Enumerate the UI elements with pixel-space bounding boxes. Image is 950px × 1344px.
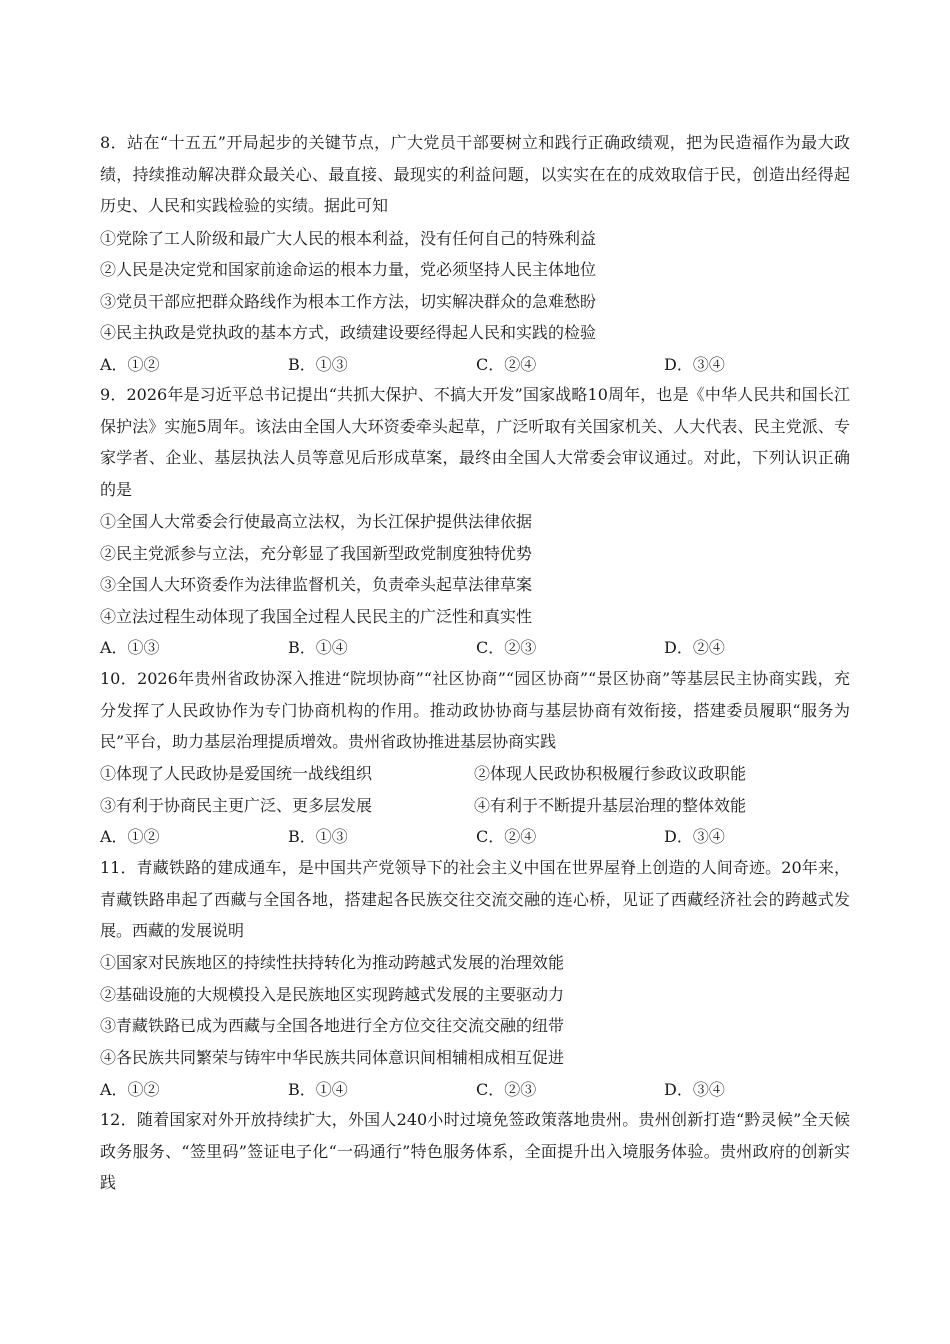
question-11-option-1: ①国家对民族地区的持续性扶持转化为推动跨越式发展的治理效能: [100, 953, 565, 972]
choice-c[interactable]: C．②③: [476, 638, 537, 657]
question-11-stem: 11．青藏铁路的建成通车，是中国共产党领导下的社会主义中国在世界屋脊上创造的人间奇迹。20年来，青藏铁路串起了西藏与全国各地，搭建起各民族交往交流交融的连心桥，见证了西藏经济社会的跨越式发展。西藏的发展说明: [100, 858, 850, 940]
choice-b[interactable]: B．①③: [288, 355, 348, 374]
question-8-option-3: ③党员干部应把群众路线作为根本工作方法，切实解决群众的急难愁盼: [100, 292, 597, 311]
question-11-choices: [100, 1080, 860, 1102]
question-8-choices: [100, 355, 860, 377]
choice-c[interactable]: C．②④: [476, 827, 537, 846]
question-9-option-1: ①全国人大常委会行使最高立法权，为长江保护提供法律依据: [100, 512, 533, 531]
choice-b[interactable]: B．①④: [288, 1080, 348, 1099]
choice-d[interactable]: D．②④: [664, 638, 725, 657]
question-10-option-4: ④有利于不断提升基层治理的整体效能: [474, 796, 747, 815]
choice-a[interactable]: A．①②: [100, 355, 160, 374]
question-9-stem: 9．2026年是习近平总书记提出“共抓大保护、不搞大开发”国家战略10周年，也是《中华人民共和国长江保护法》实施5周年。该法由全国人大环资委牵头起草，广泛听取有关国家机关、人大代表、民主党派、专家学者、企业、基层执法人员等意见后形成草案，最终由全国人大常委会审议通过。对此，下列认识正确的是: [100, 385, 850, 499]
choice-d[interactable]: D．③④: [664, 1080, 725, 1099]
choice-b[interactable]: B．①③: [288, 827, 348, 846]
question-10-choices: [100, 827, 860, 849]
question-9-option-4: ④立法过程生动体现了我国全过程人民民主的广泛性和真实性: [100, 607, 533, 626]
question-8-option-4: ④民主执政是党执政的基本方式，政绩建设要经得起人民和实践的检验: [100, 323, 597, 342]
question-9-choices: [100, 638, 860, 660]
question-11-option-4: ④各民族共同繁荣与铸牢中华民族共同体意识间相辅相成相互促进: [100, 1048, 565, 1067]
question-11-option-2: ②基础设施的大规模投入是民族地区实现跨越式发展的主要驱动力: [100, 985, 565, 1004]
question-10-option-2: ②体现人民政协积极履行参政议政职能: [474, 764, 747, 783]
question-12-stem: 12．随着国家对外开放持续扩大，外国人240小时过境免签政策落地贵州。贵州创新打造“黔灵候”全天候政务服务、“签里码”签证电子化“一码通行”特色服务体系，全面提升出入境服务体验。贵州政府的创新实践: [100, 1110, 850, 1192]
question-8-option-1: ①党除了工人阶级和最广大人民的根本利益，没有任何自己的特殊利益: [100, 229, 597, 248]
choice-a[interactable]: A．①③: [100, 638, 160, 657]
question-10-option-1: ①体现了人民政协是爱国统一战线组织: [100, 764, 373, 783]
choice-b[interactable]: B．①④: [288, 638, 348, 657]
choice-a[interactable]: A．①②: [100, 1080, 160, 1099]
question-9-option-3: ③全国人大环资委作为法律监督机关，负责牵头起草法律草案: [100, 575, 533, 594]
question-10-stem: 10．2026年贵州省政协深入推进“院坝协商”“社区协商”“园区协商”“景区协商”等基层民主协商实践，充分发挥了人民政协作为专门协商机构的作用。推动政协协商与基层协商有效衔接，搭建委员履职“服务为民”平台，助力基层治理提质增效。贵州省政协推进基层协商实践: [100, 669, 850, 751]
choice-c[interactable]: C．②③: [476, 1080, 537, 1099]
question-9-option-2: ②民主党派参与立法，充分彰显了我国新型政党制度独特优势: [100, 544, 533, 563]
question-8-stem: 8．站在“十五五”开局起步的关键节点，广大党员干部要树立和践行正确政绩观，把为民造福作为最大政绩，持续推动解决群众最关心、最直接、最现实的利益问题，以实实在在的成效取信于民，创造出经得起历史、人民和实践检验的实绩。据此可知: [100, 133, 850, 215]
question-8-option-2: ②人民是决定党和国家前途命运的根本力量，党必须坚持人民主体地位: [100, 260, 597, 279]
choice-a[interactable]: A．①②: [100, 827, 160, 846]
choice-d[interactable]: D．③④: [664, 827, 725, 846]
choice-d[interactable]: D．③④: [664, 355, 725, 374]
question-11-option-3: ③青藏铁路已成为西藏与全国各地进行全方位交往交流交融的纽带: [100, 1016, 565, 1035]
choice-c[interactable]: C．②④: [476, 355, 537, 374]
question-10-option-3: ③有利于协商民主更广泛、更多层发展: [100, 796, 373, 815]
